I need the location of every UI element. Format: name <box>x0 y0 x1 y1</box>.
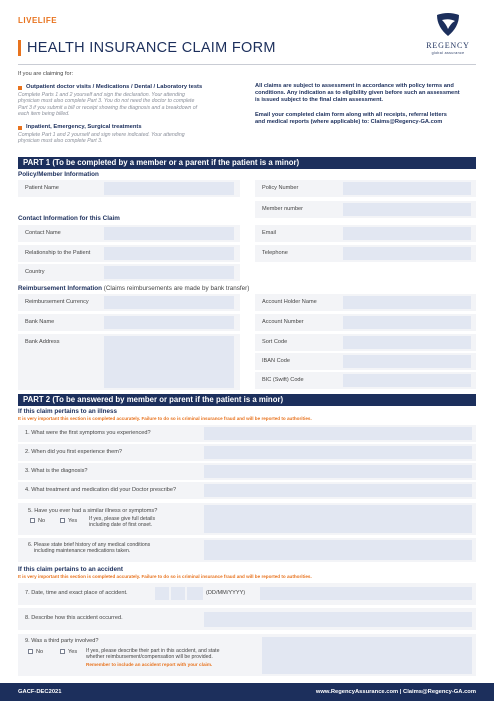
question-5-label: 5. Have you ever had a similar illness or symptoms? <box>28 508 158 514</box>
question-9-no-label: No <box>36 649 44 655</box>
regency-logo-icon <box>434 12 462 38</box>
bank-address-label: Bank Address <box>25 339 60 345</box>
contact-section-heading: Contact Information for this Claim <box>18 215 120 222</box>
sort-code-field[interactable] <box>343 336 471 349</box>
question-8-row <box>18 608 476 630</box>
question-6-label: 6. Please state brief history of any medical conditions including maintenance medications taken. <box>28 542 151 555</box>
account-number-field[interactable] <box>343 316 471 329</box>
bullet-icon <box>18 86 22 90</box>
part1-heading: PART 1 (To be completed by a member or a parent if the patient is a minor) <box>18 157 476 169</box>
question-2-label: 2. When did you first experience them? <box>25 449 123 455</box>
question-5-detail: If yes, please give full details including date of first onset. <box>89 516 156 529</box>
title-accent-bar <box>18 40 21 56</box>
contact-name-row <box>18 225 240 242</box>
iban-row <box>255 353 476 370</box>
question-1-label: 1. What were the first symptoms you experienced? <box>25 430 151 436</box>
question-4-label: 4. What treatment and medication did your Doctor prescribe? <box>25 487 177 493</box>
intro-item-title: Inpatient, Emergency, Surgical treatments <box>26 124 142 130</box>
question-9-yes-checkbox[interactable] <box>60 649 65 654</box>
sort-code-row <box>255 334 476 351</box>
question-2-row <box>18 444 476 461</box>
bullet-icon <box>18 126 22 130</box>
patient-name-label: Patient Name <box>25 185 59 191</box>
reimbursement-currency-field[interactable] <box>104 296 234 309</box>
email-label: Email <box>262 230 276 236</box>
email-field[interactable] <box>343 227 471 240</box>
illness-section-heading: If this claim pertains to an illness <box>18 408 118 415</box>
question-7-row <box>18 583 476 605</box>
assessment-note: All claims are subject to assessment in accordance with policy terms and conditions. Any indication as to eligibility given before such an assessment is issued subject to the final claim assessment. <box>255 83 460 103</box>
reimbursement-currency-label: Reimbursement Currency <box>25 299 89 305</box>
bic-row <box>255 372 476 389</box>
country-row <box>18 264 240 281</box>
policy-section-heading: Policy/Member Information <box>18 171 99 178</box>
question-5-yes-label: Yes <box>68 518 78 524</box>
accident-year-field[interactable] <box>187 587 203 600</box>
relationship-row <box>18 245 240 262</box>
question-2-field[interactable] <box>204 446 472 459</box>
bic-label: BIC (Swift) Code <box>262 377 304 383</box>
account-holder-label: Account Holder Name <box>262 299 317 305</box>
question-5-row <box>18 503 476 535</box>
iban-field[interactable] <box>343 355 471 368</box>
policy-number-field[interactable] <box>343 182 471 195</box>
question-6-field[interactable] <box>204 540 472 560</box>
country-field[interactable] <box>104 266 234 279</box>
question-5-yes-checkbox[interactable] <box>60 518 65 523</box>
question-7-label: 7. Date, time and exact place of accident. <box>25 590 128 596</box>
question-5-no-label: No <box>38 518 46 524</box>
email-instructions: Email your completed claim form along with all receipts, referral letters and medical reports (where applicable) to: Claims@Regency-GA.com <box>255 112 447 125</box>
bic-field[interactable] <box>343 374 471 387</box>
form-code: GACF-DEC2021 <box>18 689 62 695</box>
sort-code-label: Sort Code <box>262 339 288 345</box>
question-4-row <box>18 482 476 499</box>
bank-address-field[interactable] <box>104 336 234 388</box>
question-9-detail: If yes, please describe their part in this accident, and state whether reimbursement/compensation will be provided. <box>86 648 220 661</box>
intro-item-body: Complete Part 1 and 2 yourself and sign where indicated. Your attending physician must also complete Part 3. <box>18 132 185 145</box>
member-number-field[interactable] <box>343 203 471 216</box>
accident-place-field[interactable] <box>260 587 472 600</box>
question-8-field[interactable] <box>204 612 472 627</box>
illness-warning: It is very important this section is completed accurately. Failure to do so is criminal insurance fraud and will be reported to authorities. <box>18 416 312 421</box>
account-number-label: Account Number <box>262 319 304 325</box>
email-row <box>255 225 476 242</box>
question-9-field[interactable] <box>262 637 472 674</box>
accident-warning: It is very important this section is completed accurately. Failure to do so is criminal insurance fraud and will be reported to authorities. <box>18 574 312 579</box>
policy-number-row <box>255 180 476 197</box>
accident-section-heading: If this claim pertains to an accident <box>18 566 123 573</box>
reimbursement-section-heading: Reimbursement Information (Claims reimbursements are made by bank transfer) <box>18 285 250 292</box>
question-6-row <box>18 538 476 562</box>
bank-address-row <box>18 334 240 390</box>
header-divider <box>18 64 476 65</box>
patient-name-field[interactable] <box>104 182 234 195</box>
member-number-label: Member number <box>262 206 304 212</box>
question-9-yes-label: Yes <box>68 649 78 655</box>
intro-lead: If you are claiming for: <box>18 71 74 77</box>
brand-line: LIVELIFE <box>18 16 58 25</box>
part2-heading: PART 2 (To be answered by member or parent if the patient is a minor) <box>18 394 476 406</box>
accident-day-field[interactable] <box>155 587 169 600</box>
relationship-field[interactable] <box>104 247 234 260</box>
contact-name-field[interactable] <box>104 227 234 240</box>
question-1-field[interactable] <box>204 427 472 440</box>
question-3-field[interactable] <box>204 465 472 478</box>
logo-tagline: global assurance <box>431 51 465 55</box>
member-number-row <box>255 201 476 218</box>
accident-month-field[interactable] <box>171 587 185 600</box>
country-label: Country <box>25 269 45 275</box>
page-title: HEALTH INSURANCE CLAIM FORM <box>27 40 276 56</box>
page-footer <box>0 683 494 701</box>
intro-item-body: Complete Parts 1 and 2 yourself and sign the declaration. Your attending physician must also complete Part 3. You do not need the doctor to complete Part 3 if you submit a bill or receipt showing the diagnosis and a breakdown of each item being billed. <box>18 92 198 118</box>
question-9-label: 9. Was a third party involved? <box>25 638 99 644</box>
bank-name-label: Bank Name <box>25 319 55 325</box>
intro-item-title: Outpatient doctor visits / Medications / Dental / Laboratory tests <box>26 84 203 90</box>
logo-name: REGENCY <box>426 41 470 50</box>
question-9-row <box>18 634 476 676</box>
iban-label: IBAN Code <box>262 358 290 364</box>
account-number-row <box>255 314 476 331</box>
question-3-row <box>18 463 476 480</box>
question-3-label: 3. What is the diagnosis? <box>25 468 88 474</box>
question-1-row <box>18 425 476 442</box>
telephone-row <box>255 245 476 262</box>
telephone-field[interactable] <box>343 247 471 260</box>
relationship-label: Relationship to the Patient <box>25 250 91 256</box>
bank-name-field[interactable] <box>104 316 234 329</box>
account-holder-row <box>255 294 476 311</box>
bank-name-row <box>18 314 240 331</box>
question-5-no-checkbox[interactable] <box>30 518 35 523</box>
accident-report-reminder: Remember to include an accident report with your claim. <box>86 662 213 667</box>
patient-name-row <box>18 180 240 197</box>
date-format-hint: (DD/MM/YYYY) <box>206 590 246 596</box>
question-9-no-checkbox[interactable] <box>28 649 33 654</box>
question-5-field[interactable] <box>204 505 472 533</box>
policy-number-label: Policy Number <box>262 185 299 191</box>
contact-name-label: Contact Name <box>25 230 61 236</box>
account-holder-field[interactable] <box>343 296 471 309</box>
reimbursement-currency-row <box>18 294 240 311</box>
footer-contact: www.RegencyAssurance.com | Claims@Regency-GA.com <box>315 689 476 695</box>
question-8-label: 8. Describe how this accident occurred. <box>25 615 123 621</box>
telephone-label: Telephone <box>262 250 288 256</box>
question-4-field[interactable] <box>204 484 472 497</box>
